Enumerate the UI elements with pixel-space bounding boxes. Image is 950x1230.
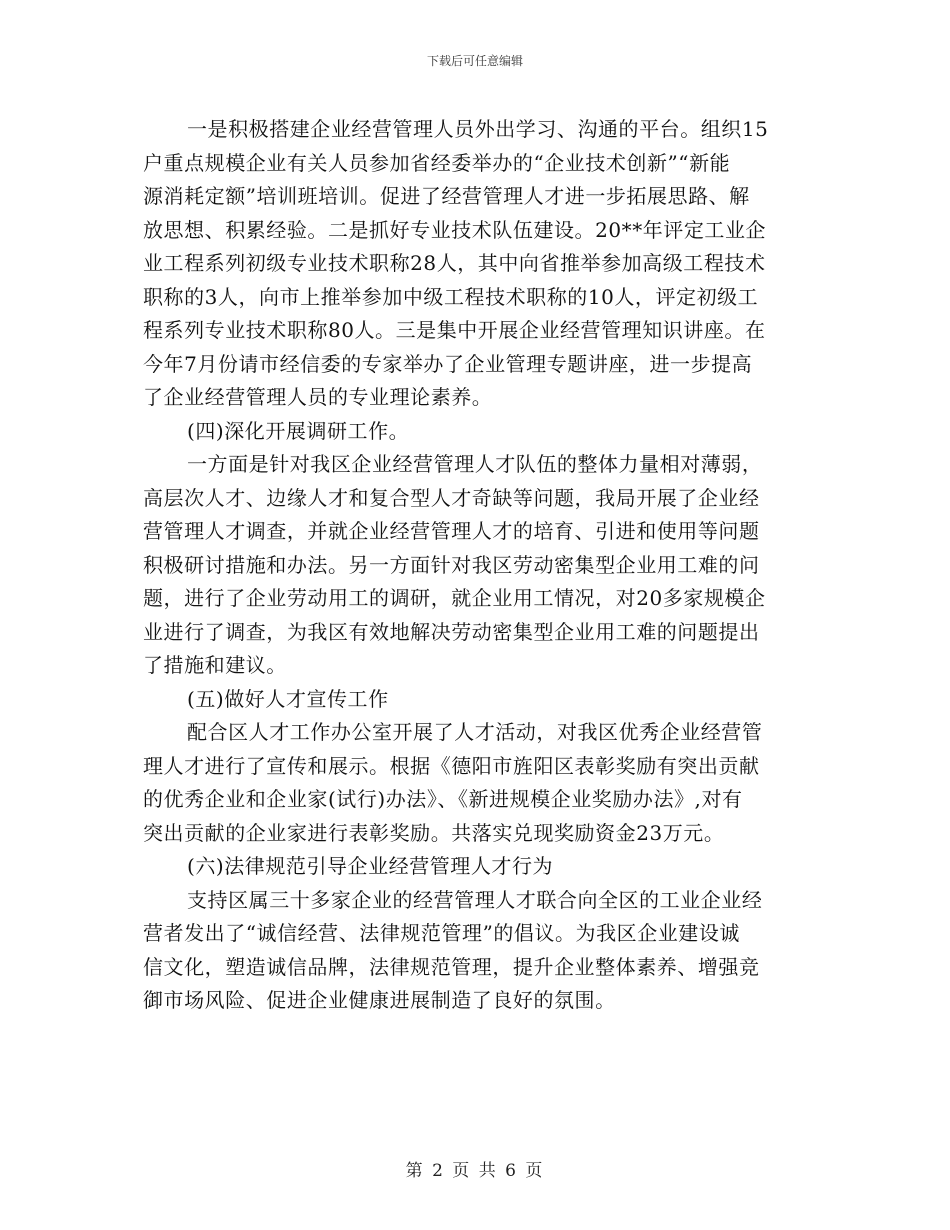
paragraph-line: 御市场风险、促进企业健康进展制造了良好的氛围。: [143, 988, 616, 1012]
paragraph-line: 支持区属三十多家企业的经营管理人才联合向全区的工业企业经: [187, 887, 763, 912]
paragraph-line: 职称的3人，向市上推举参加中级工程技术职称的10人，评定初级工: [143, 284, 759, 309]
paragraph-line: 题，进行了企业劳动用工的调研，就企业用工情况，对20多家规模企: [143, 586, 766, 610]
paragraph-line: 积极研讨措施和办法。另一方面针对我区劳动密集型企业用工难的问: [143, 552, 760, 577]
download-note: 下载后可任意编辑: [426, 54, 523, 68]
page-number: 第 2 页 共 6 页: [405, 1161, 545, 1181]
paragraph-line: 程系列专业技术职称80人。三是集中开展企业经营管理知识讲座。在: [143, 318, 766, 342]
paragraph-line: 了措施和建议。: [143, 653, 287, 677]
paragraph-line: 今年7月份请市经信委的专家举办了企业管理专题讲座，进一步提高: [143, 351, 753, 376]
paragraph-line: 的优秀企业和企业家(试行)办法》、《新进规模企业奖励办法》,对有: [143, 787, 743, 811]
paragraph-line: 营管理人才调查，并就企业经营管理人才的培育、引进和使用等问题: [143, 519, 760, 543]
paragraph-line: 业工程系列初级专业技术职称28人，其中向省推举参加高级工程技术: [143, 251, 766, 275]
paragraph-line: 配合区人才工作办公室开展了人才活动，对我区优秀企业经营管: [187, 720, 763, 744]
paragraph-line: 高层次人才、边缘人才和复合型人才奇缺等问题，我局开展了企业经: [143, 485, 760, 510]
paragraph-line: 营者发出了“诚信经营、法律规范管理”的倡议。为我区企业建设诚: [143, 921, 740, 945]
paragraph-line: 源消耗定额”培训班培训。促进了经营管理人才进一步拓展思路、解: [143, 184, 750, 208]
section-heading: (五)做好人才宣传工作: [187, 686, 389, 711]
paragraph-line: 突出贡献的企业家进行表彰奖励。共落实兑现奖励资金23万元。: [143, 820, 725, 845]
paragraph-line: 一方面是针对我区企业经营管理人才队伍的整体力量相对薄弱，: [187, 452, 763, 476]
paragraph-line: 了企业经营管理人员的专业理论素养。: [143, 385, 493, 409]
paragraph-line: 放思想、积累经验。二是抓好专业技术队伍建设。20**年评定工业企: [143, 217, 767, 242]
paragraph-line: 一是积极搭建企业经营管理人员外出学习、沟通的平台。组织15: [187, 117, 769, 141]
paragraph-line: 业进行了调查，为我区有效地解决劳动密集型企业用工难的问题提出: [143, 619, 760, 644]
section-heading: (四)深化开展调研工作。: [187, 418, 410, 443]
document-body: [143, 113, 803, 1018]
paragraph-line: 户重点规模企业有关人员参加省经委举办的“企业技术创新”“新能: [143, 150, 731, 175]
section-heading: (六)法律规范引导企业经营管理人才行为: [187, 854, 554, 878]
paragraph-line: 信文化，塑造诚信品牌，法律规范管理，提升企业整体素养、增强竞: [143, 954, 760, 979]
paragraph-line: 理人才进行了宣传和展示。根据《德阳市旌阳区表彰奖励有突出贡献: [143, 753, 760, 778]
